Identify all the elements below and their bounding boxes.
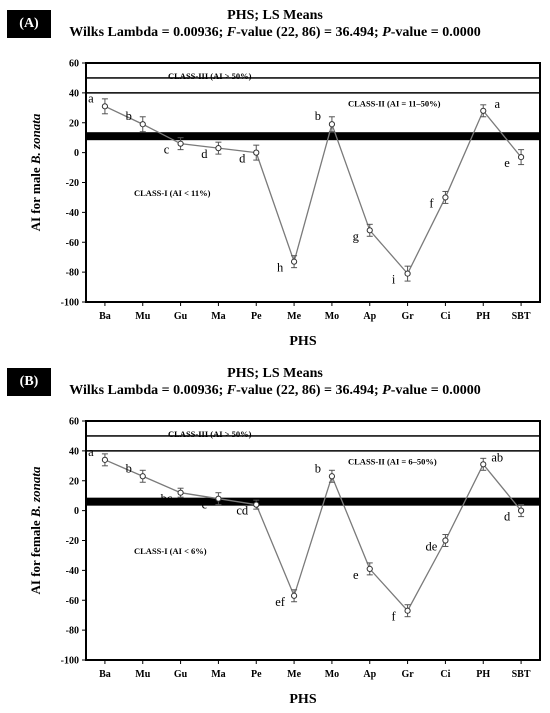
y-tick-label: -40 xyxy=(65,565,79,577)
class-iii-label: CLASS-III (AI > 50%) xyxy=(168,428,252,439)
data-point xyxy=(178,490,183,495)
x-tick-label: Ci xyxy=(440,311,451,322)
y-tick-label: -100 xyxy=(60,297,79,309)
letter-label: b xyxy=(314,461,322,476)
y-tick-label: 0 xyxy=(74,506,79,518)
chart-a xyxy=(0,0,550,355)
x-tick-label: Ba xyxy=(99,669,111,680)
chart-b xyxy=(0,358,550,710)
letter-label: f xyxy=(391,609,396,624)
x-tick-label: Ma xyxy=(211,311,226,322)
data-point xyxy=(405,271,410,276)
x-tick-label: Me xyxy=(287,311,302,322)
data-point xyxy=(140,474,145,479)
chart-stats: Wilks Lambda = 0.00936; F-value (22, 86) = 36.494; P-value = 0.0000 xyxy=(69,383,481,398)
chart-stats: Wilks Lambda = 0.00936; F-value (22, 86) = 36.494; P-value = 0.0000 xyxy=(69,25,481,40)
x-tick-label: PH xyxy=(476,311,491,322)
letter-label: de xyxy=(425,539,438,554)
class-ii-band xyxy=(86,436,540,502)
data-point xyxy=(481,462,486,467)
letter-label: e xyxy=(352,567,359,582)
x-tick-label: Gr xyxy=(401,669,414,680)
y-tick-label: -80 xyxy=(65,267,79,279)
letter-label: bc xyxy=(160,491,173,506)
letter-label: c xyxy=(201,497,208,512)
letter-label: e xyxy=(504,156,510,171)
x-tick-label: SBT xyxy=(511,669,531,680)
data-point xyxy=(329,122,334,127)
panel-a xyxy=(0,0,550,355)
y-tick-label: 0 xyxy=(74,148,79,160)
data-point xyxy=(443,538,448,543)
letter-label: i xyxy=(391,272,396,287)
data-point xyxy=(518,508,523,513)
letter-label: f xyxy=(429,196,434,211)
class-threshold-bar xyxy=(86,498,540,506)
data-point xyxy=(102,104,107,109)
x-axis-label: PHS xyxy=(289,334,317,349)
class-ii-band xyxy=(86,78,540,136)
letter-label: b xyxy=(125,461,132,476)
data-point xyxy=(367,566,372,571)
x-tick-label: SBT xyxy=(511,311,531,322)
class-i-label: CLASS-I (AI < 6%) xyxy=(134,545,207,556)
data-point xyxy=(518,155,523,160)
x-tick-label: Pe xyxy=(250,669,262,680)
data-point xyxy=(140,122,145,127)
class-ii-label: CLASS-II (AI = 6–50%) xyxy=(348,456,437,467)
letter-label: cd xyxy=(236,503,249,518)
data-point xyxy=(216,496,221,501)
data-point xyxy=(443,195,448,200)
y-axis-label: AI for female B. zonata xyxy=(28,466,43,595)
letter-label: b xyxy=(314,109,322,124)
panel-tag: (B) xyxy=(7,368,51,396)
x-tick-label: Mu xyxy=(135,669,151,680)
y-tick-label: -60 xyxy=(65,237,79,249)
x-tick-label: Mo xyxy=(324,311,340,322)
letter-label: a xyxy=(88,444,94,459)
panel-tag: (A) xyxy=(7,10,51,38)
letter-label: h xyxy=(276,260,284,275)
data-point xyxy=(329,474,334,479)
x-tick-label: Mu xyxy=(135,311,151,322)
x-tick-label: Gr xyxy=(401,311,414,322)
y-axis-label: AI for male B. zonata xyxy=(28,113,43,232)
x-tick-label: Ba xyxy=(99,311,111,322)
data-point xyxy=(254,150,259,155)
y-tick-label: -40 xyxy=(65,207,79,219)
x-tick-label: Ci xyxy=(440,669,451,680)
letter-label: d xyxy=(239,151,246,166)
data-point xyxy=(102,457,107,462)
data-point xyxy=(291,593,296,598)
data-point xyxy=(405,608,410,613)
chart-title: PHS; LS Means xyxy=(227,8,323,23)
letter-label: a xyxy=(88,91,94,106)
data-point xyxy=(481,108,486,113)
letter-label: b xyxy=(125,109,132,124)
data-point xyxy=(367,228,372,233)
plot-frame xyxy=(86,63,540,302)
x-tick-label: Ap xyxy=(363,669,377,680)
data-point xyxy=(291,259,296,264)
x-tick-label: Me xyxy=(287,669,302,680)
y-tick-label: 20 xyxy=(69,118,79,130)
y-tick-label: 60 xyxy=(69,58,79,70)
chart-title: PHS; LS Means xyxy=(227,366,323,381)
class-ii-label: CLASS-II (AI = 11–50%) xyxy=(348,98,441,109)
y-tick-label: 20 xyxy=(69,476,79,488)
plot-frame xyxy=(86,421,540,660)
x-tick-label: PH xyxy=(476,669,491,680)
letter-label: d xyxy=(201,147,208,162)
x-tick-label: Ap xyxy=(363,311,377,322)
y-tick-label: 40 xyxy=(69,446,79,458)
y-tick-label: 60 xyxy=(69,416,79,428)
x-tick-label: Gu xyxy=(173,311,188,322)
letter-label: ab xyxy=(491,450,504,465)
panel-b xyxy=(0,358,550,713)
y-tick-label: 40 xyxy=(69,88,79,100)
class-iii-label: CLASS-III (AI > 50%) xyxy=(168,70,252,81)
data-point xyxy=(216,146,221,151)
class-i-label: CLASS-I (AI < 11%) xyxy=(134,187,211,198)
x-tick-label: Pe xyxy=(250,311,262,322)
y-tick-label: -20 xyxy=(65,178,79,189)
x-tick-label: Ma xyxy=(211,669,226,680)
x-tick-label: Mo xyxy=(324,669,340,680)
letter-label: d xyxy=(503,509,511,524)
x-axis-label: PHS xyxy=(289,692,317,707)
letter-label: a xyxy=(494,96,501,111)
letter-label: g xyxy=(352,229,359,244)
y-tick-label: -60 xyxy=(65,595,79,607)
x-tick-label: Gu xyxy=(173,669,188,680)
y-tick-label: -100 xyxy=(60,655,79,667)
data-point xyxy=(178,141,183,146)
series-line xyxy=(105,460,521,611)
letter-label: c xyxy=(163,142,170,157)
data-point xyxy=(254,502,259,507)
y-tick-label: -80 xyxy=(65,625,79,637)
y-tick-label: -20 xyxy=(65,536,79,547)
letter-label: ef xyxy=(275,594,285,609)
